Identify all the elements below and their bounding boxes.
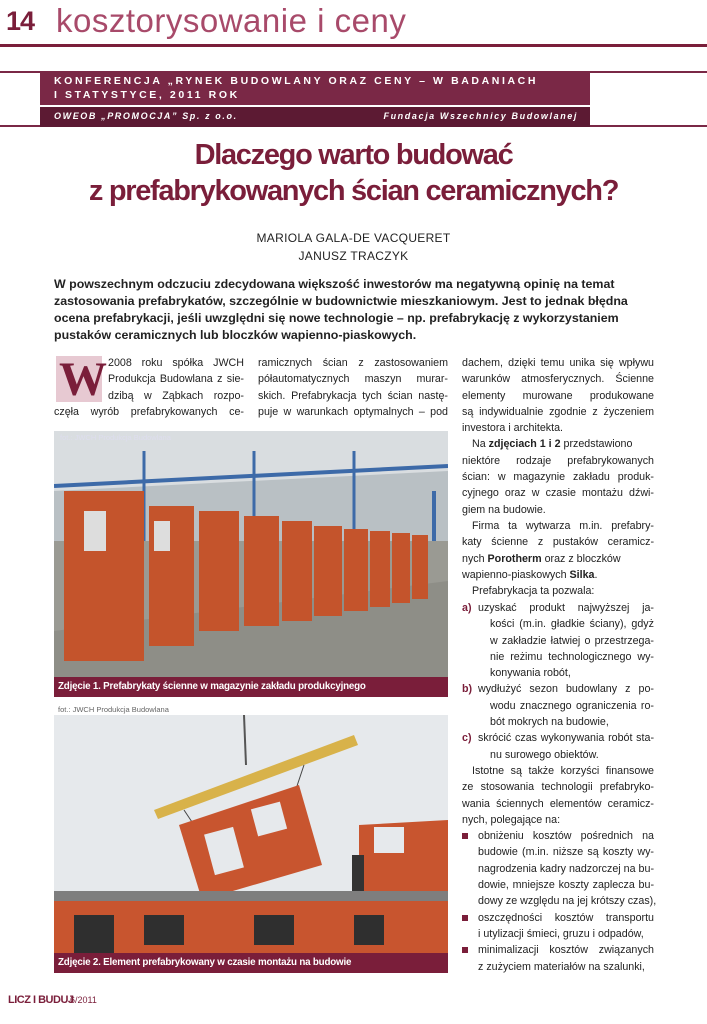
text-line: ścian: w magazynie zakładu produk- <box>462 471 654 484</box>
text-run: przedstawiono <box>560 438 633 451</box>
lead-line: pustaków ceramicznych lub bloczków wapienno-piaskowych. <box>54 328 417 342</box>
header-rule <box>0 44 707 47</box>
text-run: . <box>594 568 598 581</box>
text-line: minimalizacji kosztów związanych <box>478 944 654 957</box>
text-run: oraz z bloczków <box>541 552 621 565</box>
banner-rule-left <box>0 71 40 73</box>
brand-name: Silka <box>569 568 595 581</box>
organizer-right: Fundacja Wszechnicy Budowlanej <box>383 111 578 121</box>
text-line: z zużyciem materiałów na szalunki, <box>478 960 645 973</box>
text-line: ramicznych ścian z zastosowaniem <box>258 357 448 369</box>
column-2 <box>258 355 448 420</box>
text-line: dowy ze względu na jej krótszy czas), <box>478 895 657 908</box>
list-label: c) <box>462 732 472 745</box>
factory-illustration <box>54 431 448 677</box>
text-line: Prefabrykacja ta pozwala: <box>472 585 595 598</box>
conference-banner <box>40 71 590 105</box>
text-line: 2008 roku spółka JWCH <box>108 357 244 369</box>
text-line: katy ścienne z pustaków ceramicz- <box>462 536 654 549</box>
text-line: dachem, dzięki temu unika się wpływu <box>462 357 654 369</box>
text-line: półautomatycznych maszyn murar- <box>258 373 448 386</box>
text-line: ze stosowania technologii prefabryko- <box>462 781 654 794</box>
photo-1-caption: Zdjęcie 1. Prefabrykaty ścienne w magazynie zakładu produkcyjnego <box>54 677 448 697</box>
photo-2-credit: fot.: JWCH Produkcja Budowlana <box>58 705 169 714</box>
square-bullet-icon <box>462 915 468 921</box>
bullet-item-1 <box>462 828 657 909</box>
text-line: wania ściennych elementów ceramicz- <box>462 797 654 810</box>
column-3 <box>462 355 654 599</box>
text-line: wodu znacznego ograniczenia ro- <box>490 699 654 712</box>
text-line: budowie (m.in. niższe są koszty wy- <box>478 846 654 859</box>
text-line: nych, polegające na: <box>462 813 561 826</box>
list-item-a <box>462 600 654 681</box>
magazine-logo: LICZ I BUDUJ <box>8 994 74 1006</box>
text-line: dowie, mniejsze koszty zaplecza bu- <box>478 879 654 892</box>
organizer-banner <box>40 107 590 127</box>
photo-1-credit: fot.: JWCH Produkcja Budowlana <box>60 433 171 442</box>
author-2: JANUSZ TRACZYK <box>298 249 409 263</box>
text-line: konywania robót, <box>490 667 571 680</box>
banner-rule-right <box>590 71 707 73</box>
text-line: w zakładzie łatwiej o przestrzega- <box>490 634 654 647</box>
list-label: b) <box>462 683 473 696</box>
text-run: Na <box>472 438 489 451</box>
page-number: 14 <box>6 6 35 36</box>
column-1-top <box>108 355 244 404</box>
photo-reference: zdjęciach 1 i 2 <box>488 438 561 451</box>
text-run: wapienno-piaskowych <box>462 568 570 581</box>
text-line: częła wyrób prefabrykowanych ce- <box>54 406 244 418</box>
column-1-bottom <box>54 404 244 420</box>
text-line: warunków atmosferycznych. Ścienne <box>462 373 654 386</box>
text-line: dzibą w Ząbkach rozpo- <box>108 389 244 402</box>
author-1: MARIOLA GALA-DE VACQUERET <box>256 231 451 245</box>
section-title: kosztorysowanie i ceny <box>56 2 407 39</box>
text-line: puje w warunkach optymalnych – pod <box>258 405 448 418</box>
text-line: obniżeniu kosztów pośrednich na <box>478 830 654 843</box>
text-line: bót mokrych na budowie, <box>490 716 609 729</box>
benefit-list <box>462 600 657 975</box>
text-line: elementy murowane produkowane <box>462 389 654 402</box>
text-line: nagrodzenia kadry nadzorczej na bu- <box>478 862 654 875</box>
bullet-item-3 <box>462 942 654 975</box>
text-line: Firma ta wytwarza m.in. prefabry- <box>472 519 654 532</box>
text-line: uzyskać produkt najwyższej ja- <box>478 602 654 614</box>
brand-name: Porotherm <box>487 552 542 565</box>
square-bullet-icon <box>462 947 468 953</box>
text-line <box>462 436 654 452</box>
dropcap <box>56 353 107 406</box>
lead-line: zastosowania prefabrykatów, szczególnie w budownictwie mieszkaniowym. Jest to jednak błędna <box>54 294 628 308</box>
text-line: niektóre rodzaje prefabrykowanych <box>462 454 654 467</box>
conference-line-2: I STATYSTYCE, 2011 ROK <box>54 89 240 101</box>
banner-rule-right-2 <box>590 125 707 127</box>
text-line: i utylizacji śmieci, gruzu i odpadów, <box>478 927 644 940</box>
photo-2-caption: Zdjęcie 2. Element prefabrykowany w czasie montażu na budowie <box>54 953 448 973</box>
list-label: a) <box>462 602 472 614</box>
dropcap-letter: W <box>59 353 107 406</box>
bullet-item-2 <box>462 910 654 943</box>
organizer-left: OWEOB „PROMOCJA” Sp. z o.o. <box>54 111 238 121</box>
text-line: skich. Prefabrykacja tych ścian nastę- <box>258 389 448 402</box>
lead-line: W powszechnym odczuciu zdecydowana większość inwestorów ma negatywną opinię na temat <box>54 277 615 291</box>
text-line <box>462 551 654 567</box>
text-line: oszczędności kosztów transportu <box>478 911 654 924</box>
crane-illustration <box>54 715 448 954</box>
text-line: wydłużyć sezon budowlany z po- <box>478 683 654 696</box>
text-line: nie reżimu technologicznego wy- <box>490 650 654 663</box>
text-line: są indywidualnie zgodnie z życzeniem <box>462 405 654 418</box>
text-line: investora i architekta. <box>462 422 563 435</box>
square-bullet-icon <box>462 833 468 839</box>
text-line: Produkcja Budowlana z sie- <box>108 373 244 386</box>
text-line: skrócić czas wykonywania robót sta- <box>478 732 654 745</box>
text-run: nych <box>462 552 488 565</box>
list-item-c <box>462 730 654 763</box>
article-title-line-1: Dlaczego warto budować <box>194 139 513 171</box>
article-title-line-2: z prefabrykowanych ścian ceramicznych? <box>88 175 619 207</box>
photo-1 <box>54 431 448 677</box>
article-lead <box>54 276 654 344</box>
issue-number: 6/2011 <box>70 995 97 1005</box>
photo-2 <box>54 715 448 954</box>
text-line: Istotne są także korzyści finansowe <box>472 764 654 777</box>
text-line: nu surowego obiektów. <box>490 748 599 761</box>
text-line: giem na budowie. <box>462 503 546 516</box>
list-item-b <box>462 681 654 730</box>
text-line: cyjnego oraz w czasie montażu dźwi- <box>462 487 654 500</box>
lead-line: ocena prefabrykacji, jeśli uwzględni się nowe technologie – np. prefabrykację z wykorzystaniem <box>54 311 619 325</box>
conference-line-1: KONFERENCJA „RYNEK BUDOWLANY ORAZ CENY – W BADANIACH <box>54 75 539 87</box>
banner-rule-left-2 <box>0 125 40 127</box>
text-line: kości (m.in. gładkie ściany), gdyż <box>490 618 654 631</box>
text-line <box>462 567 654 583</box>
